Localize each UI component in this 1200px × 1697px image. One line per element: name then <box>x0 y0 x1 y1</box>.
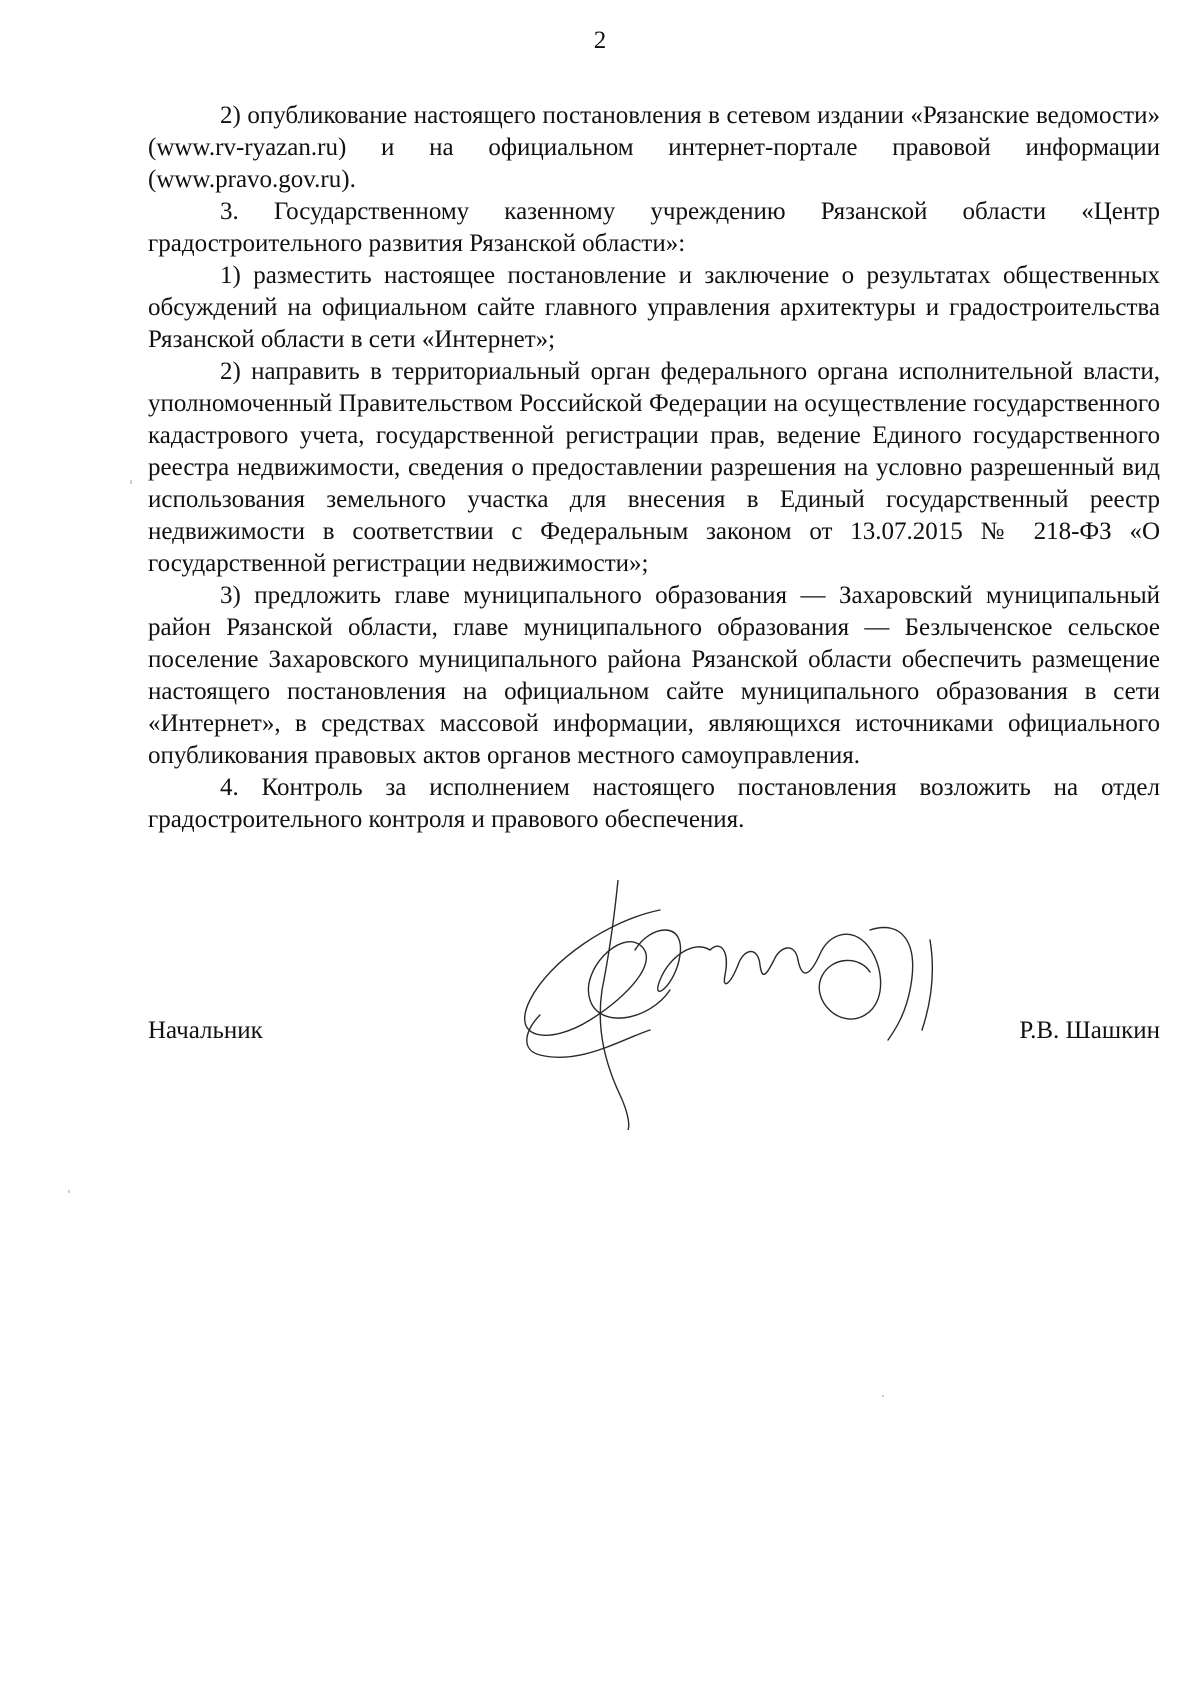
handwritten-signature <box>510 880 950 1130</box>
signatory-title: Начальник <box>148 1017 263 1044</box>
paragraph-item-3-2: 2) направить в территориальный орган федерального органа исполнительной власти, уполномоченный Правительством Российской Федерации на осуществление государственного кадастрового учета, государственной регистрации прав, ведение Единого государственного реестра недвижимости, сведения о предоставлении разрешения на условно разрешенный вид использования земельного участка для внесения в Единый государственный реестр недвижимости в соответствии с Федеральным законом от 13.07.2015 № 218-ФЗ «О государственной регистрации недвижимости»; <box>148 358 1160 577</box>
paragraph-item-3: 3. Государственному казенному учреждению Рязанской области «Центр градостроительного развития Рязанской области»: <box>148 198 1160 257</box>
document-body <box>148 100 1160 836</box>
paragraph-item-3-3: 3) предложить главе муниципального образования — Захаровский муниципальный район Рязанской области, главе муниципального образования — Безлыченское сельское поселение Захаровского муниципального района Рязанской области обеспечить размещение настоящего постановления на официальном сайте муниципального образования в сети «Интернет», в средствах массовой информации, являющихся источниками официального опубликования правовых актов органов местного самоуправления. <box>148 582 1160 769</box>
paragraph-publication: 2) опубликование настоящего постановления в сетевом издании «Рязанские ведомости» (www.rv-ryazan.ru) и на официальном интернет-портале правовой информации (www.pravo.gov.ru). <box>148 102 1160 193</box>
signature-block <box>148 1015 1160 1055</box>
scan-artifact-dot <box>882 1395 884 1397</box>
page-number: 2 <box>593 27 607 54</box>
scan-artifact-dot <box>130 480 132 484</box>
paragraph-item-3-1: 1) разместить настоящее постановление и заключение о результатах общественных обсуждений на официальном сайте главного управления архитектуры и градостроительства Рязанской области в сети «Интернет»; <box>148 262 1160 353</box>
scan-artifact-dot <box>68 1190 70 1193</box>
signatory-name: Р.В. Шашкин <box>1019 1017 1160 1044</box>
paragraph-item-4: 4. Контроль за исполнением настоящего постановления возложить на отдел градостроительного контроля и правового обеспечения. <box>148 774 1160 833</box>
